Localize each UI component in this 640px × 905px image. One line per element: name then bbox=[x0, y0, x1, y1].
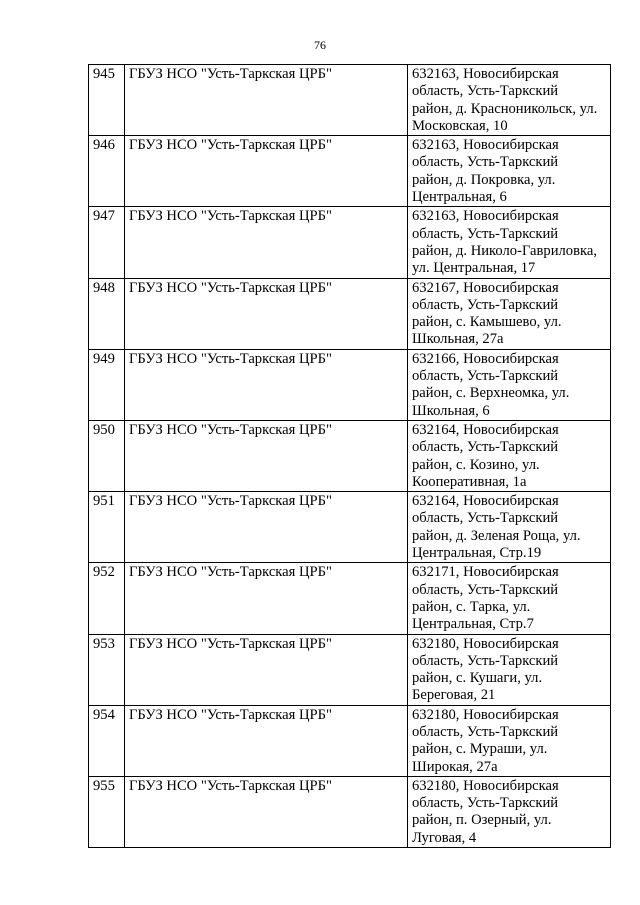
organization-name: ГБУЗ НСО "Усть-Таркская ЦРБ" bbox=[125, 278, 408, 349]
address: 632164, Новосибирская область, Усть-Таркский район, д. Зеленая Роща, ул. Центральная, Стр.19 bbox=[408, 492, 611, 563]
address: 632167, Новосибирская область, Усть-Таркский район, с. Камышево, ул. Школьная, 27а bbox=[408, 278, 611, 349]
organization-name: ГБУЗ НСО "Усть-Таркская ЦРБ" bbox=[125, 207, 408, 278]
address: 632180, Новосибирская область, Усть-Таркский район, п. Озерный, ул. Луговая, 4 bbox=[408, 776, 611, 847]
table-row bbox=[89, 278, 611, 349]
row-number: 951 bbox=[89, 492, 125, 563]
address: 632171, Новосибирская область, Усть-Таркский район, с. Тарка, ул. Центральная, Стр.7 bbox=[408, 563, 611, 634]
organization-name: ГБУЗ НСО "Усть-Таркская ЦРБ" bbox=[125, 349, 408, 420]
organization-name: ГБУЗ НСО "Усть-Таркская ЦРБ" bbox=[125, 634, 408, 705]
table-row bbox=[89, 349, 611, 420]
address: 632180, Новосибирская область, Усть-Таркский район, с. Кушаги, ул. Береговая, 21 bbox=[408, 634, 611, 705]
organization-name: ГБУЗ НСО "Усть-Таркская ЦРБ" bbox=[125, 705, 408, 776]
row-number: 946 bbox=[89, 136, 125, 207]
page-number: 76 bbox=[314, 38, 326, 52]
address: 632163, Новосибирская область, Усть-Таркский район, д. Покровка, ул. Центральная, 6 bbox=[408, 136, 611, 207]
row-number: 953 bbox=[89, 634, 125, 705]
address: 632180, Новосибирская область, Усть-Таркский район, с. Мураши, ул. Широкая, 27а bbox=[408, 705, 611, 776]
address: 632166, Новосибирская область, Усть-Таркский район, с. Верхнеомка, ул. Школьная, 6 bbox=[408, 349, 611, 420]
facilities-table bbox=[88, 64, 611, 848]
table-row bbox=[89, 634, 611, 705]
address: 632164, Новосибирская область, Усть-Таркский район, с. Козино, ул. Кооперативная, 1а bbox=[408, 420, 611, 491]
organization-name: ГБУЗ НСО "Усть-Таркская ЦРБ" bbox=[125, 65, 408, 136]
table-row bbox=[89, 136, 611, 207]
table-row bbox=[89, 65, 611, 136]
address: 632163, Новосибирская область, Усть-Таркский район, д. Красноникольск, ул. Московская, 10 bbox=[408, 65, 611, 136]
table-row bbox=[89, 207, 611, 278]
organization-name: ГБУЗ НСО "Усть-Таркская ЦРБ" bbox=[125, 563, 408, 634]
organization-name: ГБУЗ НСО "Усть-Таркская ЦРБ" bbox=[125, 492, 408, 563]
organization-name: ГБУЗ НСО "Усть-Таркская ЦРБ" bbox=[125, 420, 408, 491]
table-row bbox=[89, 563, 611, 634]
table-row bbox=[89, 420, 611, 491]
row-number: 954 bbox=[89, 705, 125, 776]
table-row bbox=[89, 776, 611, 847]
row-number: 949 bbox=[89, 349, 125, 420]
row-number: 947 bbox=[89, 207, 125, 278]
row-number: 955 bbox=[89, 776, 125, 847]
organization-name: ГБУЗ НСО "Усть-Таркская ЦРБ" bbox=[125, 136, 408, 207]
organization-name: ГБУЗ НСО "Усть-Таркская ЦРБ" bbox=[125, 776, 408, 847]
row-number: 950 bbox=[89, 420, 125, 491]
row-number: 945 bbox=[89, 65, 125, 136]
table-row bbox=[89, 705, 611, 776]
address: 632163, Новосибирская область, Усть-Таркский район, д. Николо-Гавриловка, ул. Центральная, 17 bbox=[408, 207, 611, 278]
row-number: 952 bbox=[89, 563, 125, 634]
row-number: 948 bbox=[89, 278, 125, 349]
table-row bbox=[89, 492, 611, 563]
